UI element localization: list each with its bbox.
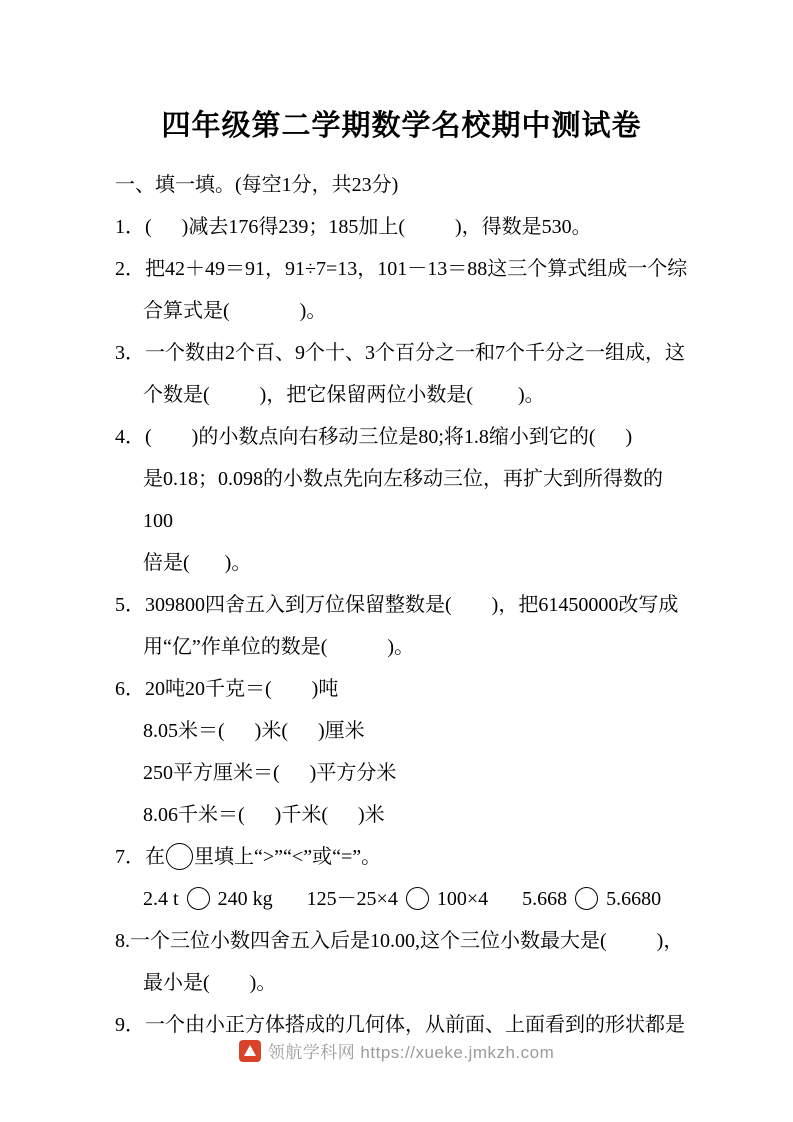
section-header: 一、填一填。(每空1分，共23分) [115, 174, 399, 196]
page-title: 四年级第二学期数学名校期中测试卷 [161, 110, 642, 142]
question-4-line3: 倍是( )。 [143, 552, 252, 574]
comparison-pair [522, 888, 661, 910]
comparison-circle-icon [406, 887, 429, 910]
comparison-pair [307, 888, 489, 910]
question-1: 1．( )减去176得239；185加上( )，得数是530。 [115, 216, 592, 238]
question-9: 9．一个由小正方体搭成的几何体，从前面、上面看到的形状都是 [115, 1014, 685, 1036]
comparison-circle-icon [166, 843, 193, 870]
comparison-circle-icon [187, 887, 210, 910]
question-2-line2: 合算式是( )。 [143, 300, 327, 322]
question-3-line2: 个数是( )，把它保留两位小数是( )。 [143, 384, 545, 406]
question-6-line2: 8.05米＝( )米( )厘米 [143, 720, 365, 742]
question-6-line3: 250平方厘米＝( )平方分米 [143, 762, 397, 784]
comparison-circle-icon [575, 887, 598, 910]
question-6-line4: 8.06千米＝( )千米( )米 [143, 804, 385, 826]
site-logo-icon [239, 1040, 261, 1062]
comparison-pair [143, 888, 273, 910]
footer-watermark [0, 1038, 793, 1063]
question-6-line1: 6．20吨20千克＝( )吨 [115, 678, 339, 700]
pair-right: 240 kg [212, 888, 273, 910]
question-8-line1: 8.一个三位小数四舍五入后是10.00,这个三位小数最大是( )， [115, 930, 684, 952]
question-5-line1: 5．309800四舍五入到万位保留整数是( )，把61450000改写成 [115, 594, 679, 616]
question-5-line2: 用“亿”作单位的数是( )。 [143, 636, 415, 658]
pair-left: 2.4 t [143, 888, 184, 910]
pair-right: 5.6680 [601, 888, 662, 910]
question-7-text-post: 里填上“>”“<”或“=”。 [194, 846, 382, 868]
question-2-line1: 2．把42＋49＝91，91÷7=13，101－13＝88这三个算式组成一个综 [115, 258, 688, 280]
question-8-line2: 最小是( )。 [143, 972, 277, 994]
footer-site-text: 领航学科网 https://xueke.jmkzh.com [267, 1043, 555, 1062]
question-7-text-pre: 7．在 [115, 846, 165, 868]
question-3-line1: 3．一个数由2个百、9个十、3个百分之一和7个千分之一组成，这 [115, 342, 685, 364]
pair-left: 5.668 [522, 888, 573, 910]
pair-right: 100×4 [431, 888, 489, 910]
question-7-line1 [115, 836, 688, 878]
pair-left: 125－25×4 [306, 888, 403, 910]
question-7-line2 [115, 878, 688, 920]
question-4-line2: 是0.18；0.098的小数点先向左移动三位，再扩大到所得数的100 [143, 468, 663, 532]
question-4-line1: 4．( )的小数点向右移动三位是80;将1.8缩小到它的( ) [115, 426, 633, 448]
